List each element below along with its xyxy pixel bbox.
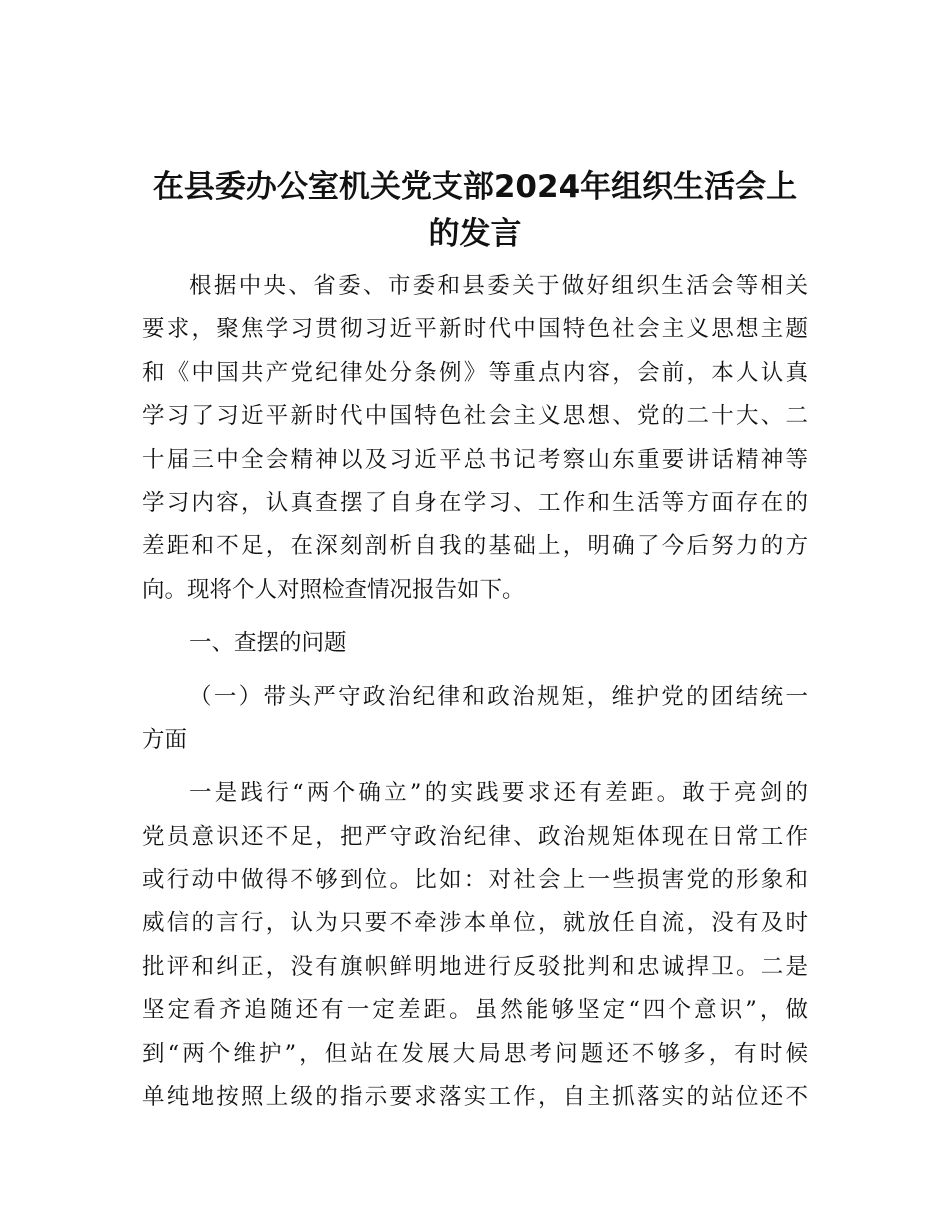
text-line: 差距和不足，在深刻剖析自我的基础上，明确了今后努力的方 [142,533,808,560]
paragraph [142,772,808,1119]
text-line: 或行动中做得不够到位。比如：对社会上一些损害党的形象和 [142,867,808,894]
text-line: 要求，聚焦学习贯彻习近平新时代中国特色社会主义思想主题 [142,316,808,343]
text-line: 批评和纠正，没有旗帜鲜明地进行反驳批判和忠诚捍卫。二是 [142,953,808,980]
text-line: 坚定看齐追随还有一定差距。虽然能够坚定“四个意识”，做 [142,997,808,1024]
text-line: 十届三中全会精神以及习近平总书记考察山东重要讲话精神等 [142,446,808,473]
title-line-2: 的发言 [428,216,522,252]
text-line: 威信的言行，认为只要不牵涉本单位，就放任自流，没有及时 [142,910,808,937]
paragraph [142,265,808,612]
text-line: 向。现将个人对照检查情况报告如下。 [142,576,525,603]
text-line: 单纯地按照上级的指示要求落实工作，自主抓落实的站位还不 [142,1084,808,1111]
text-line: 方面 [142,726,188,753]
text-line: 一是践行“两个确立”的实践要求还有差距。敢于亮剑的 [189,780,808,807]
text-line: 学习了习近平新时代中国特色社会主义思想、党的二十大、二 [142,403,808,430]
text-line: 一、查摆的问题 [189,630,347,657]
text-line: 和《中国共产党纪律处分条例》等重点内容，会前，本人认真 [142,359,808,386]
text-line: 学习内容，认真查摆了自身在学习、工作和生活等方面存在的 [142,489,808,516]
paragraph [142,676,808,763]
document-title [130,164,820,258]
text-line: 根据中央、省委、市委和县委关于做好组织生活会等相关 [189,273,808,299]
text-line: （一）带头严守政治纪律和政治规矩，维护党的团结统一 [189,683,808,710]
section-heading [142,622,808,665]
document-body [142,265,808,1129]
text-line: 党员意识还不足，把严守政治纪律、政治规矩体现在日常工作 [142,823,808,850]
title-line-1: 在县委办公室机关党支部2024年组织生活会上 [152,169,798,205]
text-line: 到“两个维护”，但站在发展大局思考问题还不够多，有时候 [142,1040,808,1067]
